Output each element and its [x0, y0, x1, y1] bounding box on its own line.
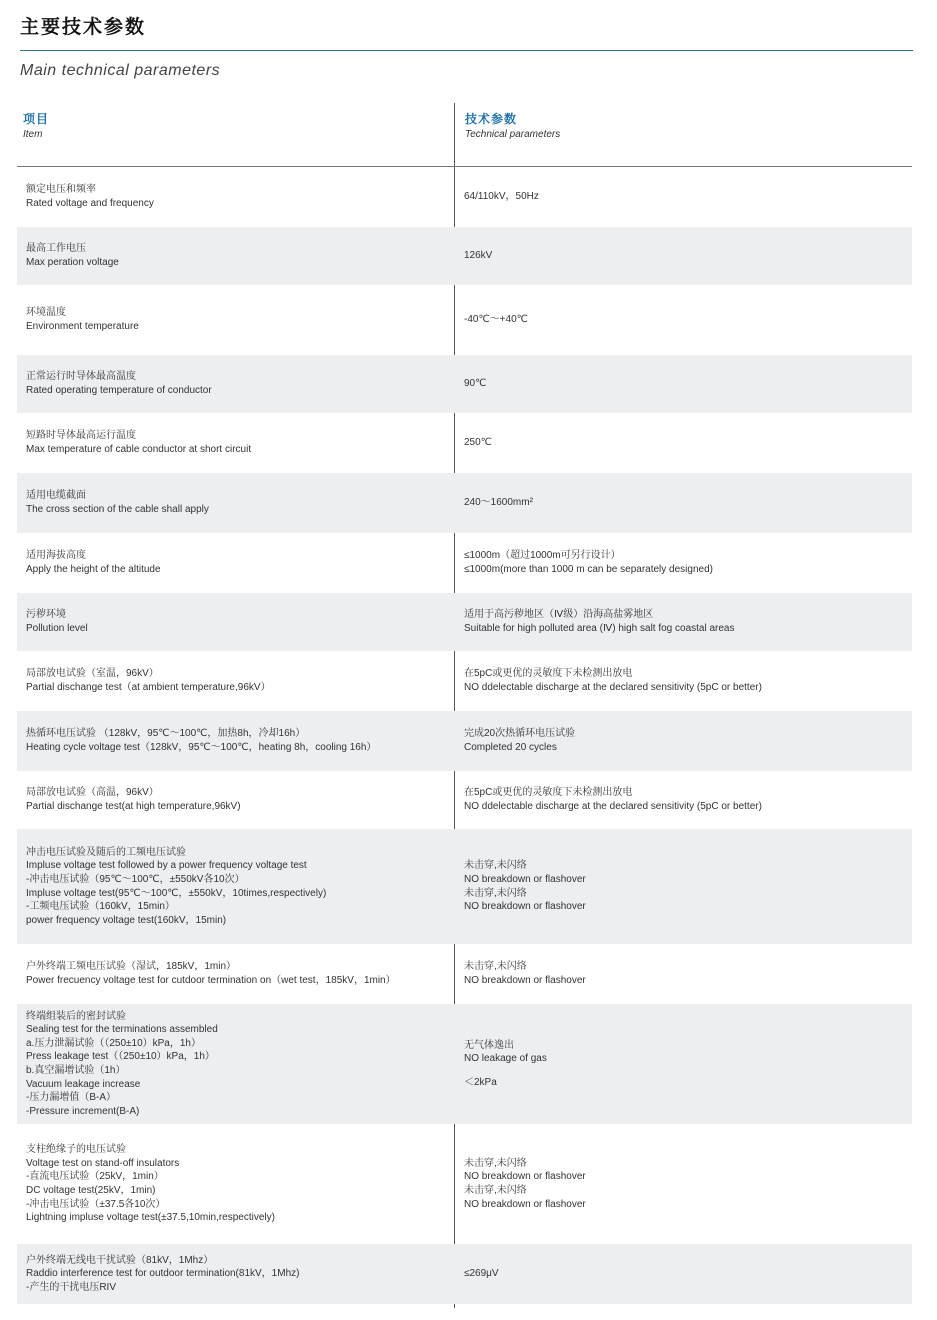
param-text: 未击穿,未闪络 — [464, 887, 527, 899]
table-row — [17, 227, 912, 285]
table-row — [17, 1124, 912, 1244]
item-text: Power frecuency voltage test for cutdoor termination on（wet test，185kV，1min） — [26, 975, 396, 986]
param-text: 90℃ — [464, 378, 487, 390]
item-cell — [17, 306, 454, 333]
item-cell — [17, 960, 454, 987]
param-text: -40℃～+40℃ — [464, 314, 528, 326]
param-text: 未击穿,未闪络 — [464, 1185, 527, 1196]
item-text: Lightning impluse voltage test(±37.5,10min,respectively) — [26, 1212, 275, 1224]
item-cell — [17, 183, 454, 210]
table-row — [17, 533, 912, 593]
param-text: 未击穿,未闪络 — [464, 961, 527, 973]
item-text: Raddio interference test for outdoor termination(81kV，1Mhz) — [26, 1268, 300, 1280]
item-text: Voltage test on stand-off insulators — [26, 1157, 180, 1169]
item-text: 终端组装后的密封试验 — [26, 1010, 126, 1022]
item-cell — [17, 608, 454, 635]
item-text: 适用海拔高度 — [26, 550, 86, 562]
table-row — [17, 651, 912, 711]
table-row — [17, 167, 912, 227]
table-row — [17, 285, 912, 355]
item-text: 局部放电试验（高温，96kV） — [26, 787, 159, 799]
param-text: 完成20次热循环电压试验 — [464, 728, 576, 740]
item-text: Press leakage test（（250±10）kPa，1h） — [26, 1051, 215, 1063]
header-param-en: Technical parameters — [465, 129, 561, 140]
item-text: 局部放电试验（室温，96kV） — [26, 668, 159, 680]
item-cell — [17, 786, 454, 813]
item-text: Impluse voltage test followed by a power frequency voltage test — [26, 860, 307, 872]
param-text: NO breakdown or flashover — [464, 1171, 586, 1183]
param-cell — [454, 249, 912, 263]
param-text: ≤1000m（超过1000m可另行设计） — [464, 550, 621, 562]
param-text: ＜2kPa — [464, 1076, 497, 1088]
param-text: NO breakdown or flashover — [464, 975, 586, 986]
header-param-cell — [465, 110, 560, 140]
table-row — [17, 593, 912, 651]
param-text: Completed 20 cycles — [464, 742, 557, 753]
parameter-table — [17, 103, 912, 1304]
item-cell — [17, 1010, 454, 1119]
item-text: 支柱绝缘子的电压试验 — [26, 1144, 126, 1156]
param-cell — [454, 608, 912, 635]
item-text: 热循环电压试验 （128kV，95℃～100℃，加热8h，冷却16h） — [26, 728, 306, 740]
param-cell — [454, 1039, 912, 1090]
item-cell — [17, 846, 454, 928]
item-cell — [17, 1254, 454, 1295]
param-cell — [454, 549, 912, 576]
item-cell — [17, 370, 454, 397]
item-cell — [17, 242, 454, 269]
item-text: Vacuum leakage increase — [26, 1078, 141, 1090]
param-text: NO leakage of gas — [464, 1053, 547, 1065]
param-cell — [454, 960, 912, 987]
param-cell — [454, 190, 912, 204]
param-text: 240～1600mm² — [464, 497, 533, 509]
item-text: 户外终端无线电干扰试验（81kV，1Mhz） — [26, 1254, 214, 1266]
param-text: 适用于高污秽地区（Ⅳ级）沿海高盐雾地区 — [464, 609, 654, 621]
item-text: Rated operating temperature of conductor — [26, 385, 212, 396]
item-text: -工频电压试验（160kV，15min） — [26, 901, 175, 913]
table-row — [17, 355, 912, 413]
table-row — [17, 473, 912, 533]
header-item-en: Item — [23, 129, 43, 140]
item-text: Heating cycle voltage test（128kV，95℃～100℃，heating 8h，cooling 16h） — [26, 742, 377, 753]
param-text: NO breakdown or flashover — [464, 1198, 586, 1210]
item-text: DC voltage test(25kV，1min) — [26, 1185, 156, 1196]
page-title: 主要技术参数 — [20, 17, 147, 38]
item-text: Pollution level — [26, 623, 88, 634]
item-text: 额定电压和频率 — [26, 184, 96, 196]
item-text: power frequency voltage test(160kV，15min) — [26, 914, 227, 926]
param-cell — [454, 1157, 912, 1211]
table-row — [17, 944, 912, 1004]
table-row — [17, 1004, 912, 1124]
item-text: -压力漏增值（B-A） — [26, 1092, 116, 1104]
item-text: 最高工作电压 — [26, 243, 86, 255]
item-cell — [17, 549, 454, 576]
param-cell — [454, 859, 912, 913]
param-text: 在5pC或更优的灵敏度下未检测出放电 — [464, 787, 633, 799]
param-cell — [454, 377, 912, 391]
item-text: -Pressure increment(B-A) — [26, 1105, 140, 1117]
param-text: 在5pC或更优的灵敏度下未检测出放电 — [464, 668, 633, 680]
param-text: NO breakdown or flashover — [464, 873, 586, 885]
item-text: -冲击电压试验（±37.5各10次） — [26, 1198, 166, 1210]
table-row — [17, 1244, 912, 1304]
item-text: Rated voltage and frequency — [26, 198, 154, 209]
param-text: 未击穿,未闪络 — [464, 1157, 527, 1169]
param-cell — [454, 727, 912, 754]
param-text: NO breakdown or flashover — [464, 901, 586, 913]
item-text: 冲击电压试验及随后的工频电压试验 — [26, 846, 186, 858]
item-text: 短路时导体最高运行温度 — [26, 430, 136, 442]
item-cell — [17, 429, 454, 456]
table-row — [17, 771, 912, 829]
item-cell — [17, 667, 454, 694]
item-text: Sealing test for the terminations assembled — [26, 1024, 218, 1036]
header-item-zh: 项目 — [23, 112, 50, 126]
param-text: 64/110kV，50Hz — [464, 191, 539, 203]
item-text: Environment temperature — [26, 321, 139, 332]
param-cell — [454, 496, 912, 510]
table-row — [17, 711, 912, 771]
header-param-zh: 技术参数 — [465, 112, 518, 126]
param-cell — [454, 786, 912, 813]
item-text: Partial dischange test（at ambient temperature,96kV） — [26, 682, 271, 693]
item-text: b.真空漏增试验（1h） — [26, 1065, 126, 1076]
item-text: The cross section of the cable shall apply — [26, 504, 209, 515]
item-text: Max temperature of cable conductor at short circuit — [26, 444, 252, 455]
param-text: 未击穿,未闪络 — [464, 860, 527, 872]
item-text: a.压力泄漏试验（（250±10）kPa，1h） — [26, 1037, 201, 1049]
item-text: 环境温度 — [26, 307, 66, 319]
param-cell — [454, 436, 912, 450]
title-divider — [20, 50, 913, 51]
item-text: -冲击电压试验（95℃～100℃，±550kV各10次） — [26, 873, 245, 885]
param-text: ≤1000m(more than 1000 m can be separately designed) — [464, 564, 713, 575]
item-text: -直流电压试验（25kV，1min） — [26, 1171, 164, 1183]
item-text: Max peration voltage — [26, 257, 119, 268]
table-row — [17, 829, 912, 944]
item-cell — [17, 489, 454, 516]
item-text: 污秽环境 — [26, 609, 66, 621]
param-text: Suitable for high polluted area (Ⅳ) high salt fog coastal areas — [464, 623, 735, 634]
param-cell — [454, 1267, 912, 1281]
header-item-cell — [23, 110, 49, 140]
table-row — [17, 413, 912, 473]
item-text: -产生的干扰电压RIV — [26, 1281, 116, 1293]
param-text: NO ddelectable discharge at the declared sensitivity (5pC or better) — [464, 682, 762, 693]
param-text: 无气体逸出 — [464, 1039, 514, 1051]
param-text: NO ddelectable discharge at the declared sensitivity (5pC or better) — [464, 801, 762, 812]
item-text: 适用电缆截面 — [26, 490, 86, 502]
table-body — [17, 167, 912, 1304]
param-text: ≤269μV — [464, 1268, 499, 1280]
param-cell — [454, 313, 912, 327]
item-text: Impluse voltage test(95℃～100℃，±550kV，10times,respectively) — [26, 887, 327, 899]
item-cell — [17, 1143, 454, 1225]
param-text — [464, 1066, 912, 1076]
table-header — [17, 103, 912, 167]
item-text: Partial dischange test(at high temperature,96kV) — [26, 801, 241, 812]
item-cell — [17, 727, 454, 754]
param-cell — [454, 667, 912, 694]
item-text: Apply the height of the altitude — [26, 564, 161, 575]
item-text: 户外终端工频电压试验（湿试，185kV，1min） — [26, 961, 237, 973]
item-text: 正常运行时导体最高温度 — [26, 371, 136, 383]
param-text: 250℃ — [464, 437, 492, 449]
param-text: 126kV — [464, 250, 493, 262]
page-subtitle: Main technical parameters — [20, 62, 221, 79]
